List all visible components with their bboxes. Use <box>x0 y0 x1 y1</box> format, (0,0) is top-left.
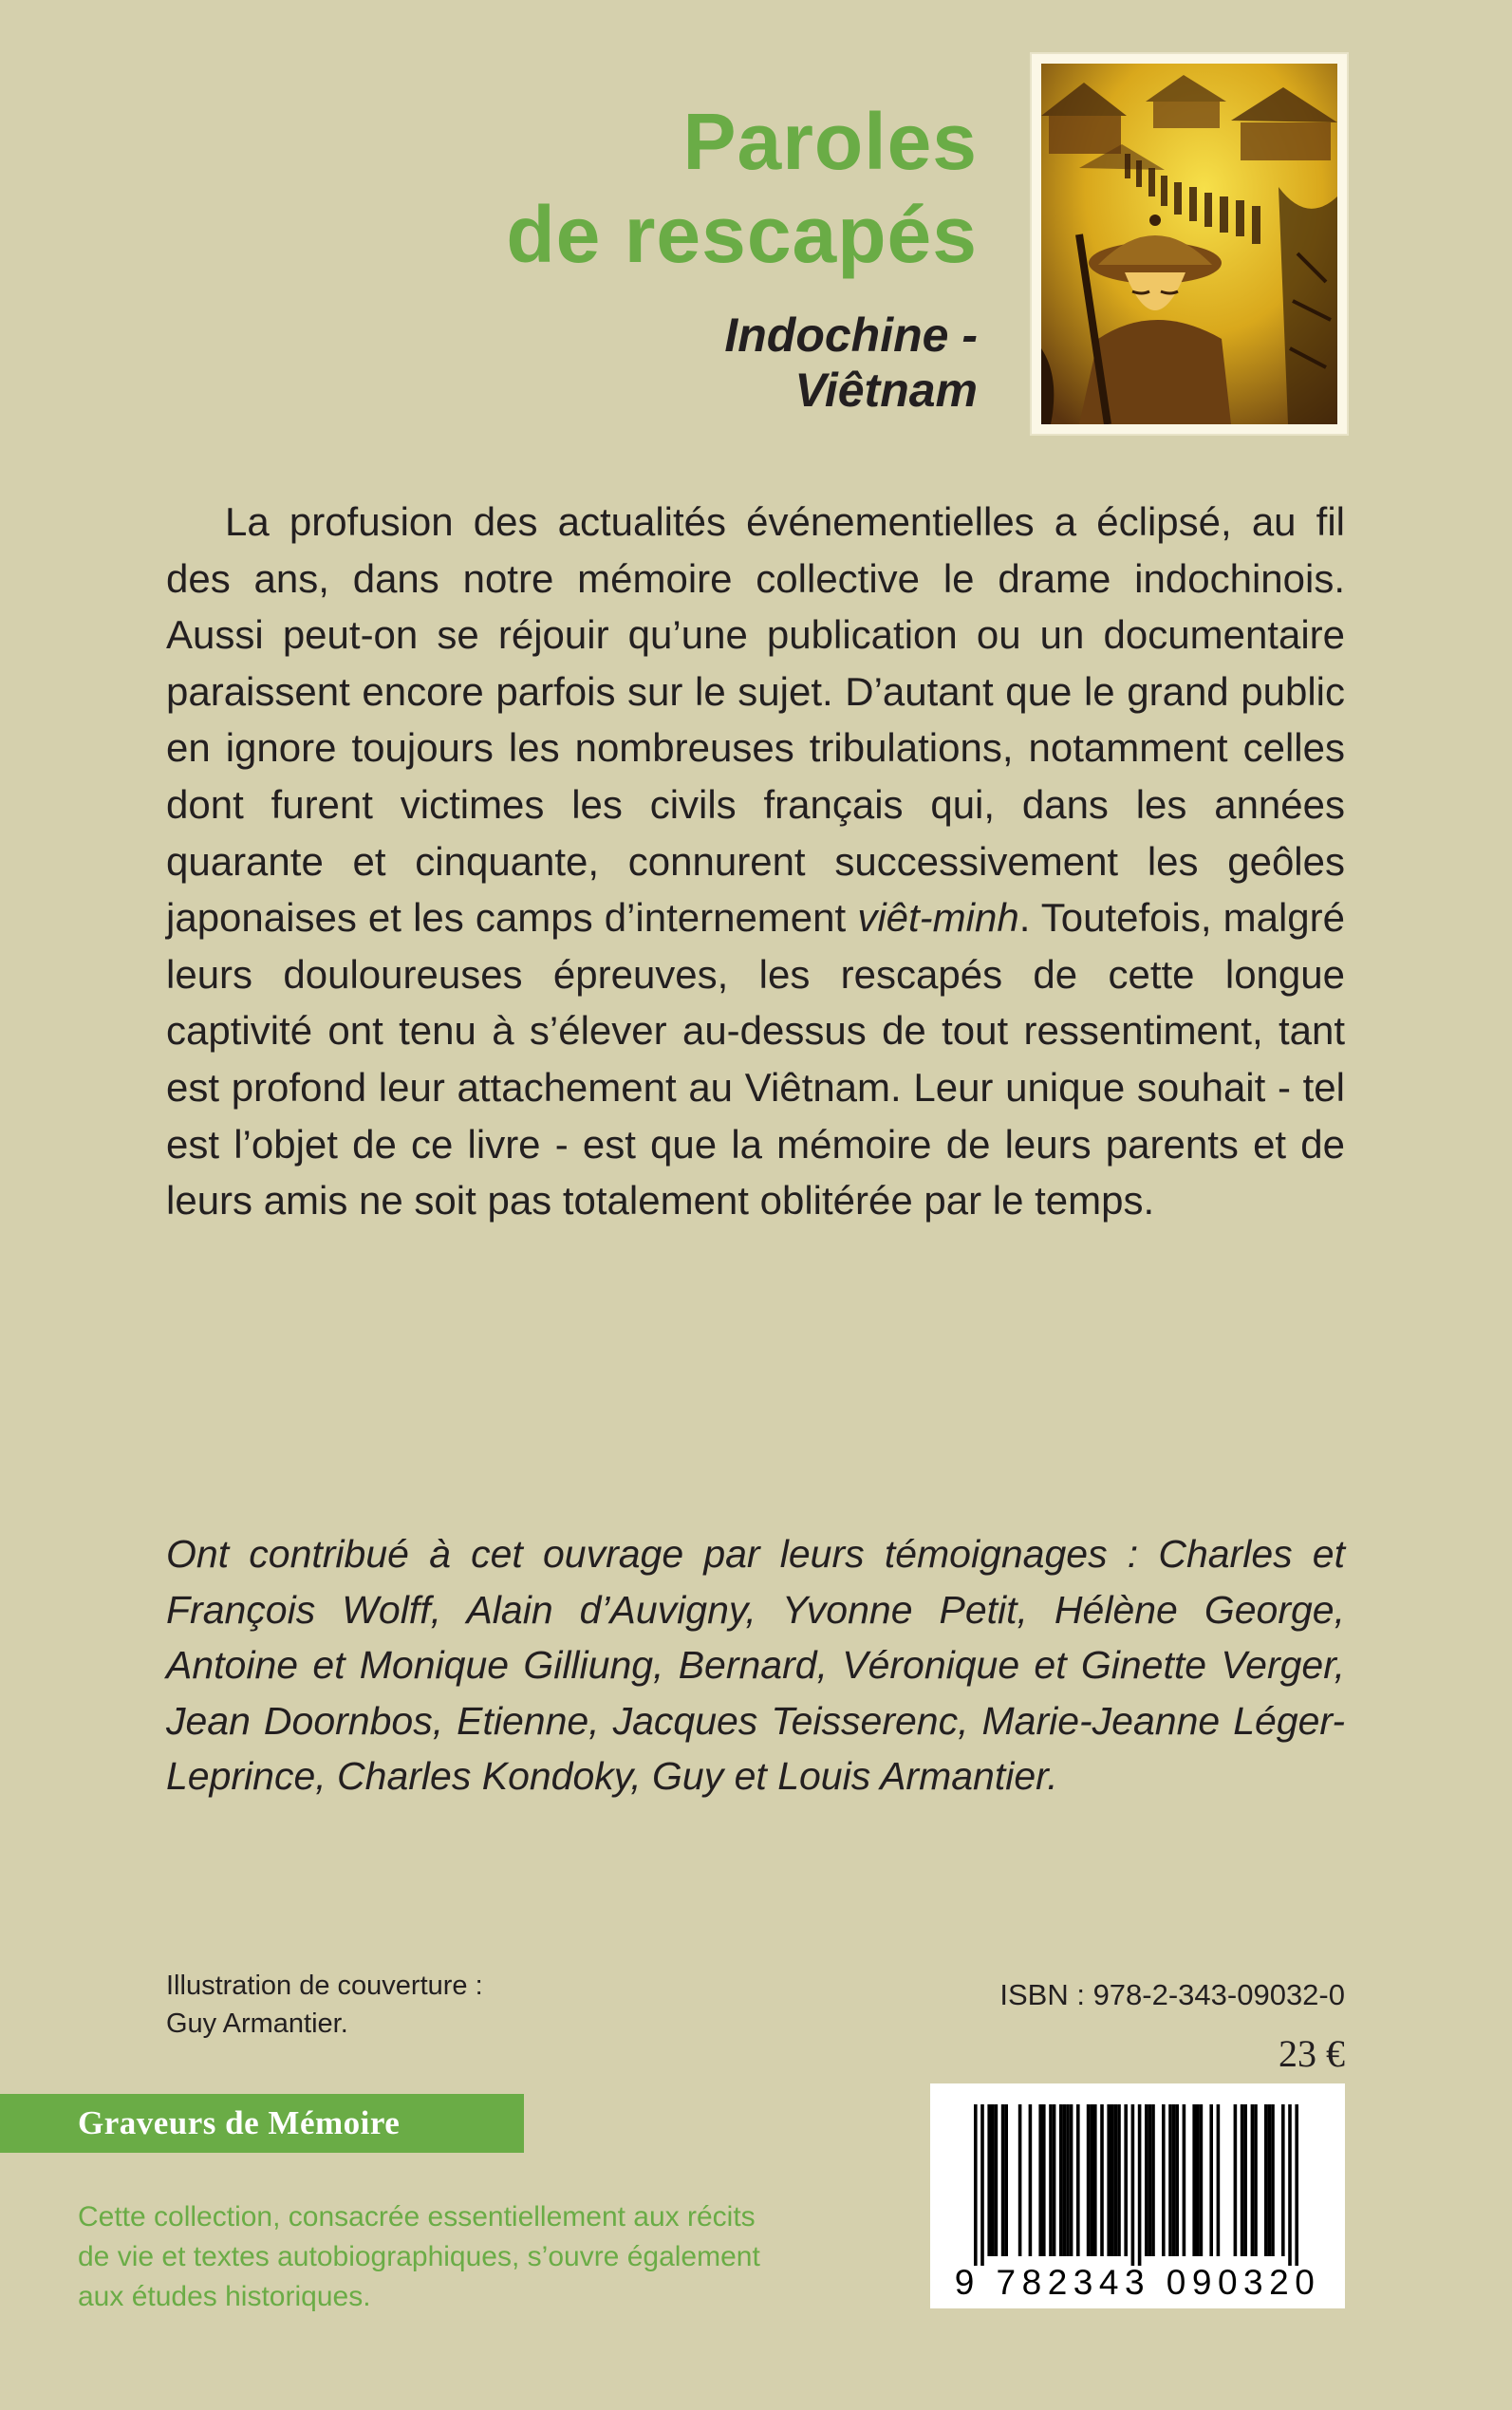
barcode-bar <box>1268 2104 1272 2256</box>
barcode-bar <box>1251 2104 1255 2256</box>
barcode-bar <box>1018 2104 1022 2256</box>
barcode-bar <box>1090 2104 1093 2256</box>
barcode-bar <box>1114 2104 1118 2256</box>
barcode-bar <box>1145 2104 1148 2256</box>
barcode-bar <box>1168 2104 1172 2256</box>
barcode-bar <box>1162 2104 1166 2256</box>
barcode-bar <box>1059 2104 1063 2256</box>
barcode-bar <box>1124 2104 1128 2256</box>
subtitle-line-2: Viêtnam <box>794 364 978 417</box>
cover-thumbnail <box>1032 54 1347 434</box>
contributors-text: Ont contribué à cet ouvrage par leurs témoignages : Charles et François Wolff, Alain d’Auvigny, Yvonne Petit, Hélène George, Antoine et Monique Gilliung, Bernard, Véronique et Ginette Verger, Jean Doornbos, Etienne, Jacques Teisserenc, Marie-Jeanne Léger-Leprince, Charles Kondoky, Guy et Louis Armantier. <box>166 1532 1345 1798</box>
barcode-bar <box>1049 2104 1053 2256</box>
isbn: ISBN : 978-2-343-09032-0 <box>999 1978 1345 2011</box>
barcode-bar <box>987 2104 991 2256</box>
barcode-bar <box>1070 2104 1073 2256</box>
title-block <box>399 95 978 418</box>
barcode-bar <box>1264 2104 1268 2256</box>
barcode-bar <box>1151 2104 1155 2256</box>
summary-italic-term: viêt-minh <box>857 895 1019 941</box>
summary-text-part-1: La profusion des actualités événementielles a éclipsé, au fil des ans, dans notre mémoire collective le drame indochinois. Aussi peut-on se réjouir qu’une publication ou un documentaire paraissent encore parfois sur le sujet. D’autant que le grand public en ignore toujours les nombreuses tribulations, notamment celles dont furent victimes les civils français qui, dans les années quarante et cinquante, connurent successivement les geôles japonaises et les camps d’internement <box>166 499 1345 941</box>
barcode-bar <box>1254 2104 1258 2256</box>
back-cover-summary <box>166 494 1345 1229</box>
summary-text-part-2: . Toutefois, malgré leurs douloureuses épreuves, les rescapés de cette longue captivité ont tenu à s’élever au-dessus de tout ressentiment, tant est profond leur attachement au Viêtnam. Leur unique souhait - tel est l’objet de ce livre - est que la mémoire de leurs parents et de leurs amis ne soit pas totalement oblitérée par le temps. <box>166 895 1345 1224</box>
barcode-bar <box>1066 2104 1070 2256</box>
barcode-bar <box>1042 2104 1046 2256</box>
barcode-bar <box>1053 2104 1056 2256</box>
barcode-bar <box>1196 2104 1200 2256</box>
barcode-bar <box>1192 2104 1196 2256</box>
collection-desc-line-3: aux études historiques. <box>78 2281 371 2312</box>
barcode-bar <box>1001 2104 1005 2256</box>
barcode-bar <box>1138 2104 1142 2266</box>
barcode-bar <box>1217 2104 1221 2256</box>
barcode-bar <box>974 2104 978 2266</box>
barcode-bar <box>1093 2104 1097 2256</box>
contributors-section <box>166 1526 1345 1804</box>
credit-artist: Guy Armantier. <box>166 2008 348 2039</box>
barcode-bar <box>1271 2104 1275 2256</box>
collection-description <box>78 2197 799 2317</box>
collection-desc-line-1: Cette collection, consacrée essentiellement aux récits <box>78 2201 756 2233</box>
barcode-bar <box>1148 2104 1152 2256</box>
barcode-bar <box>1117 2104 1121 2256</box>
barcode-bar <box>1209 2104 1213 2256</box>
barcode-bar <box>1029 2104 1033 2256</box>
barcode-bar <box>1100 2104 1104 2256</box>
barcode-bar <box>1076 2104 1080 2256</box>
barcode-bar <box>1288 2104 1292 2266</box>
collection-desc-line-2: de vie et textes autobiographiques, s’ouvre également <box>78 2241 760 2272</box>
book-title-line-2: de rescapés <box>506 190 978 279</box>
summary-paragraph <box>166 494 1345 1229</box>
barcode-bar <box>1131 2104 1135 2266</box>
subtitle-block <box>399 308 978 418</box>
barcode-bar <box>1063 2104 1067 2256</box>
cover-illustration <box>1041 64 1337 424</box>
barcode-bar <box>991 2104 995 2256</box>
book-title-line-1: Paroles <box>682 97 978 186</box>
barcode-bar <box>1281 2104 1285 2256</box>
barcode-bar <box>1087 2104 1091 2256</box>
barcode-bar <box>1295 2104 1298 2266</box>
price: 23 € <box>1279 2032 1345 2075</box>
barcode-bar <box>1004 2104 1008 2256</box>
barcode-bar <box>1107 2104 1111 2256</box>
barcode-bar <box>1241 2104 1244 2256</box>
barcode <box>930 2083 1345 2308</box>
barcode-bar <box>995 2104 999 2256</box>
barcode-bar <box>1172 2104 1176 2256</box>
barcode-digits: 9 782343 090320 <box>954 2263 1321 2302</box>
illustration-credit <box>166 1967 641 2043</box>
collection-name: Graveurs de Mémoire <box>78 2104 401 2141</box>
barcode-bar <box>1175 2104 1179 2256</box>
barcode-bar <box>1200 2104 1204 2256</box>
barcode-bar <box>1038 2104 1042 2256</box>
credit-label: Illustration de couverture : <box>166 1971 483 2001</box>
barcode-bar <box>980 2104 984 2266</box>
subtitle-line-1: Indochine - <box>724 308 978 362</box>
barcode-bar <box>1234 2104 1238 2256</box>
barcode-bar <box>1111 2104 1114 2256</box>
barcode-bar <box>1183 2104 1186 2256</box>
barcode-bar <box>1243 2104 1247 2256</box>
collection-banner <box>0 2094 524 2153</box>
